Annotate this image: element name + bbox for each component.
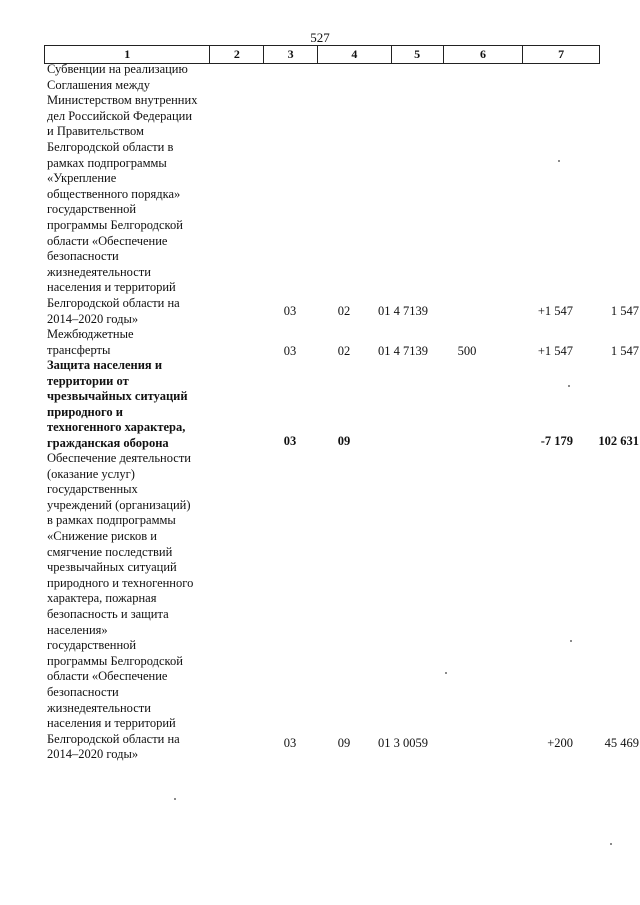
description-line: Министерством внутренних [47, 93, 198, 108]
description-line: безопасности [47, 249, 119, 264]
description-line: государственной [47, 202, 137, 217]
description-line: общественного порядка» [47, 186, 181, 201]
description-line: рамках подпрограммы [47, 155, 167, 170]
row-description [47, 451, 206, 763]
description-line: (оказание услуг) [47, 466, 135, 481]
table-row [47, 358, 639, 452]
cell-total: 102 631 [598, 434, 639, 448]
description-line: жизнедеятельности [47, 264, 151, 279]
cell-section: 03 [283, 434, 297, 448]
cell-change: -7 179 [540, 434, 573, 448]
row-description [47, 358, 206, 452]
description-line: «Снижение рисков и [47, 528, 157, 543]
scan-speck [568, 385, 570, 387]
description-line: области «Обеспечение [47, 669, 168, 684]
description-line: природного и [47, 404, 123, 419]
description-line: дел Российской Федерации [47, 108, 193, 123]
scan-speck [558, 160, 560, 162]
scan-speck [610, 843, 612, 845]
description-line: области «Обеспечение [47, 233, 168, 248]
description-line: Соглашения между [47, 77, 150, 92]
description-line: государственной [47, 638, 137, 653]
page-number: 527 [310, 30, 330, 45]
row-description [47, 327, 206, 358]
cell-subsection: 09 [337, 736, 351, 750]
cell-section: 03 [283, 304, 297, 318]
description-line: чрезвычайных ситуаций [47, 560, 177, 575]
description-line: Межбюджетные [47, 327, 134, 341]
cell-target-article: 01 4 7139 [378, 304, 428, 318]
header-col-3: 3 [264, 46, 318, 63]
cell-total: 1 547 [610, 344, 639, 358]
cell-target-article: 01 3 0059 [378, 736, 428, 750]
description-line: и Правительством [47, 124, 144, 139]
cell-subsection: 09 [337, 434, 351, 448]
cell-section: 03 [283, 736, 297, 750]
scan-speck [570, 640, 572, 642]
description-line: природного и техногенного [47, 575, 194, 590]
cell-change: +1 547 [537, 344, 573, 358]
description-line: Обеспечение деятельности [47, 451, 192, 465]
header-col-4: 4 [318, 46, 392, 63]
description-line: Защита населения и [47, 358, 163, 372]
description-line: трансферты [47, 342, 111, 357]
header-col-7: 7 [558, 47, 565, 61]
cell-expense-type: 500 [457, 344, 477, 358]
header-col-1: 1 [45, 46, 210, 63]
table-row [47, 451, 639, 763]
description-line: безопасность и защита [47, 606, 169, 621]
description-line: техногенного характера, [47, 420, 186, 435]
description-line: учреждений (организаций) [47, 497, 191, 512]
cell-target-article: 01 4 7139 [378, 344, 428, 358]
description-line: 2014–2020 годы» [47, 747, 139, 762]
cell-section: 03 [283, 344, 297, 358]
header-col-2: 2 [210, 46, 264, 63]
description-line: 2014–2020 годы» [47, 311, 139, 326]
cell-change: +200 [547, 736, 573, 750]
description-line: населения и территорий [47, 716, 176, 731]
cell-total: 45 469 [604, 736, 639, 750]
header-col-5: 5 [392, 46, 444, 63]
table-row [47, 62, 639, 327]
description-line: Белгородской области на [47, 295, 180, 310]
description-line: жизнедеятельности [47, 700, 151, 715]
description-line: смягчение последствий [47, 544, 173, 559]
description-line: безопасности [47, 684, 119, 699]
description-line: программы Белгородской [47, 653, 183, 668]
cell-subsection: 02 [337, 344, 351, 358]
row-description [47, 62, 206, 327]
description-line: Субвенции на реализацию [47, 62, 188, 76]
cell-total: 1 547 [610, 304, 639, 318]
description-line: Белгородской области на [47, 731, 180, 746]
description-line: территории от [47, 373, 129, 388]
scan-speck [174, 798, 176, 800]
scan-speck [445, 672, 447, 674]
cell-subsection: 02 [337, 304, 351, 318]
description-line: Белгородской области в [47, 139, 174, 154]
description-line: программы Белгородской [47, 217, 183, 232]
description-line: гражданская оборона [47, 435, 169, 450]
description-line: государственных [47, 482, 138, 497]
description-line: населения и территорий [47, 280, 176, 295]
description-line: населения» [47, 622, 108, 637]
description-line: чрезвычайных ситуаций [47, 389, 188, 404]
cell-change: +1 547 [537, 304, 573, 318]
header-col-6: 6 [444, 46, 524, 63]
description-line: в рамках подпрограммы [47, 513, 176, 528]
description-line: характера, пожарная [47, 591, 157, 606]
description-line: «Укрепление [47, 171, 117, 186]
table-row [47, 327, 639, 358]
